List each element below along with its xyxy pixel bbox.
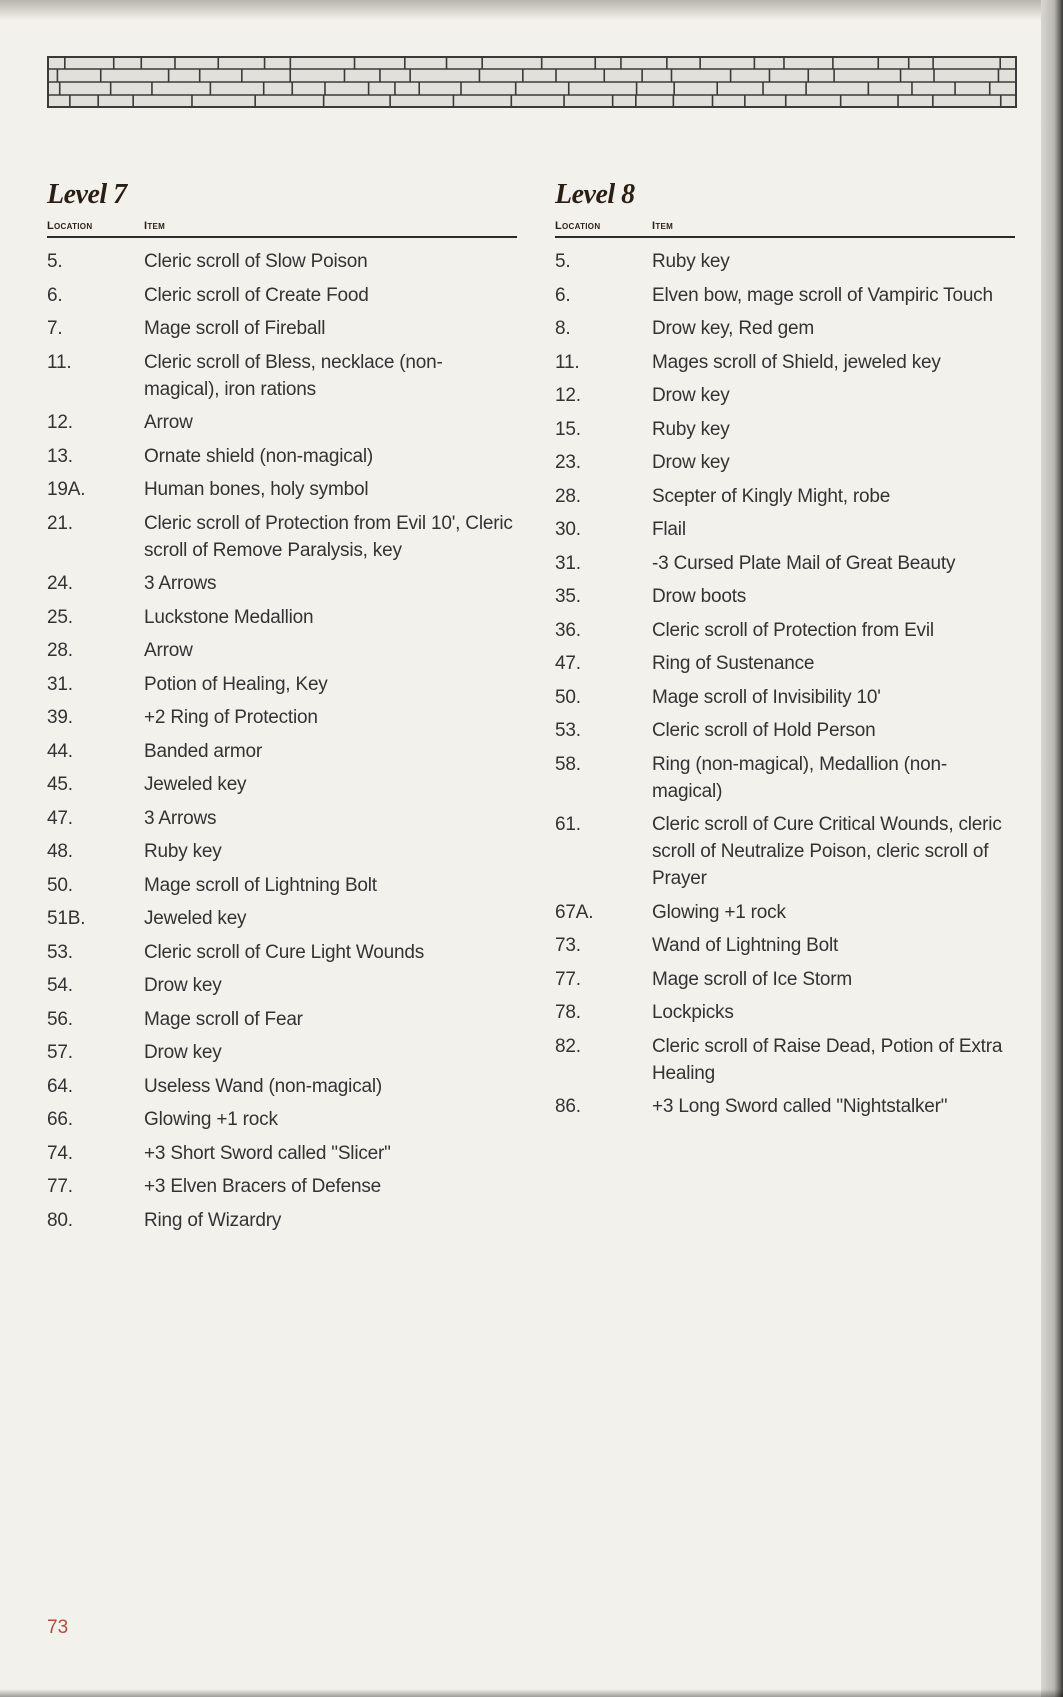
- page-top-shadow: [0, 0, 1063, 20]
- item-cell: Glowing +1 rock: [144, 1109, 278, 1130]
- location-cell: 77.: [47, 1176, 73, 1197]
- table-row: [47, 443, 517, 470]
- level-7-title: Level 7: [47, 179, 127, 210]
- location-cell: 21.: [47, 512, 73, 534]
- item-cell: Arrow: [144, 640, 193, 661]
- item-cell: Ring of Sustenance: [652, 653, 815, 674]
- item-cell: Cleric scroll of Protection from Evil 10', Cleric scroll of Remove Paralysis, key: [144, 512, 513, 561]
- item-cell: Mage scroll of Fireball: [144, 318, 326, 339]
- location-cell: 50.: [555, 686, 581, 708]
- item-cell: Drow key: [144, 975, 222, 996]
- item-cell: Drow boots: [652, 586, 747, 607]
- table-row: [555, 684, 1015, 711]
- location-cell: 48.: [47, 841, 73, 862]
- page-number: 73: [47, 1617, 69, 1638]
- location-cell: 74.: [47, 1142, 73, 1164]
- item-cell: +3 Long Sword called "Nightstalker": [652, 1096, 948, 1117]
- table-row: [47, 1073, 517, 1100]
- location-cell: 64.: [47, 1075, 73, 1097]
- table-row: [555, 1033, 1015, 1087]
- location-cell: 31.: [555, 552, 581, 574]
- table-row: [47, 1006, 517, 1033]
- item-cell: Ring of Wizardry: [144, 1209, 282, 1231]
- table-row: [47, 282, 517, 309]
- item-cell: Drow key, Red gem: [652, 318, 815, 339]
- table-row: [47, 604, 517, 631]
- item-header: Item: [652, 220, 674, 232]
- table-row: [47, 315, 517, 342]
- table-row: [555, 811, 1015, 892]
- item-cell: Cleric scroll of Slow Poison: [144, 251, 368, 272]
- location-cell: 80.: [47, 1209, 73, 1231]
- table-row: [555, 349, 1015, 376]
- location-cell: 11.: [555, 351, 580, 373]
- item-cell: Useless Wand (non-magical): [144, 1075, 383, 1097]
- location-cell: 86.: [555, 1096, 581, 1117]
- location-cell: 25.: [47, 606, 73, 628]
- table-row: [555, 932, 1015, 959]
- location-cell: 36.: [555, 619, 581, 641]
- table-row: [555, 382, 1015, 409]
- location-cell: 5.: [47, 251, 63, 272]
- table-row: [555, 416, 1015, 443]
- item-cell: Ruby key: [652, 418, 730, 440]
- location-cell: 13.: [47, 445, 73, 467]
- item-cell: Mages scroll of Shield, jeweled key: [652, 351, 941, 373]
- item-cell: Luckstone Medallion: [144, 606, 314, 628]
- item-cell: Cleric scroll of Cure Critical Wounds, cleric scroll of Neutralize Poison, cleric scroll of Prayer: [652, 814, 1002, 889]
- table-row: [47, 738, 517, 765]
- level-8-item-list: [555, 248, 1015, 1120]
- table-row: [47, 570, 517, 597]
- location-cell: 28.: [47, 640, 73, 661]
- location-cell: 77.: [555, 968, 581, 990]
- location-cell: 57.: [47, 1042, 73, 1063]
- table-row: [47, 1207, 517, 1234]
- level-7-item-list: [47, 248, 517, 1234]
- table-row: [47, 248, 517, 275]
- table-row: [47, 771, 517, 798]
- table-row: [555, 717, 1015, 744]
- location-cell: 58.: [555, 753, 581, 775]
- table-row: [555, 583, 1015, 610]
- item-cell: Scepter of Kingly Might, robe: [652, 485, 891, 507]
- table-row: [47, 510, 517, 564]
- table-row: [555, 248, 1015, 275]
- location-cell: 30.: [555, 519, 581, 540]
- item-cell: Mage scroll of Invisibility 10': [652, 686, 881, 708]
- item-cell: Potion of Healing, Key: [144, 673, 328, 695]
- location-cell: 53.: [47, 941, 73, 963]
- table-row: [47, 972, 517, 999]
- level-8-table-header: [555, 216, 1015, 238]
- location-cell: 7.: [47, 318, 63, 339]
- level-8-section: [555, 178, 1015, 1127]
- item-cell: Wand of Lightning Bolt: [652, 935, 839, 956]
- table-row: [555, 966, 1015, 993]
- item-cell: +3 Short Sword called "Slicer": [144, 1142, 391, 1164]
- location-cell: 47.: [47, 807, 73, 829]
- item-cell: Ring (non-magical), Medallion (non-magical): [652, 753, 948, 802]
- table-row: [555, 999, 1015, 1026]
- item-cell: Jeweled key: [144, 908, 247, 929]
- table-row: [555, 483, 1015, 510]
- location-cell: 6.: [47, 284, 63, 306]
- item-cell: Cleric scroll of Protection from Evil: [652, 619, 934, 641]
- location-cell: 11.: [47, 351, 72, 373]
- table-row: [47, 671, 517, 698]
- item-cell: Mage scroll of Ice Storm: [652, 968, 853, 990]
- table-row: [555, 899, 1015, 926]
- item-cell: Cleric scroll of Raise Dead, Potion of Extra Healing: [652, 1035, 1003, 1084]
- location-cell: 66.: [47, 1109, 73, 1130]
- location-cell: 67A.: [555, 901, 594, 923]
- item-cell: Arrow: [144, 412, 193, 433]
- table-row: [555, 617, 1015, 644]
- item-cell: Cleric scroll of Create Food: [144, 284, 369, 306]
- item-cell: Cleric scroll of Cure Light Wounds: [144, 941, 425, 963]
- location-cell: 47.: [555, 653, 581, 674]
- brick-border-decoration: [47, 56, 1017, 108]
- location-cell: 44.: [47, 740, 73, 762]
- item-cell: -3 Cursed Plate Mail of Great Beauty: [652, 552, 956, 574]
- item-cell: Drow key: [652, 385, 730, 406]
- level-7-section: [47, 178, 517, 1240]
- level-7-table-header: [47, 216, 517, 238]
- location-cell: 12.: [47, 412, 73, 433]
- item-cell: Banded armor: [144, 740, 263, 762]
- location-cell: 39.: [47, 707, 73, 728]
- location-cell: 19A.: [47, 479, 86, 500]
- item-cell: Ornate shield (non-magical): [144, 445, 374, 467]
- location-cell: 12.: [555, 385, 581, 406]
- location-cell: 23.: [555, 452, 581, 473]
- item-cell: +3 Elven Bracers of Defense: [144, 1176, 381, 1197]
- table-row: [47, 476, 517, 503]
- location-cell: 53.: [555, 720, 581, 741]
- item-cell: 3 Arrows: [144, 573, 217, 594]
- location-cell: 56.: [47, 1008, 73, 1030]
- table-row: [47, 409, 517, 436]
- table-row: [555, 315, 1015, 342]
- table-row: [47, 838, 517, 865]
- location-cell: 61.: [555, 814, 581, 835]
- item-cell: Cleric scroll of Hold Person: [652, 720, 876, 741]
- location-cell: 78.: [555, 1002, 581, 1023]
- table-row: [47, 637, 517, 664]
- table-row: [555, 449, 1015, 476]
- item-cell: Flail: [652, 519, 686, 540]
- item-cell: Mage scroll of Lightning Bolt: [144, 874, 377, 896]
- item-cell: Human bones, holy symbol: [144, 479, 369, 500]
- location-cell: 51B.: [47, 908, 86, 929]
- table-row: [555, 516, 1015, 543]
- location-cell: 54.: [47, 975, 73, 996]
- location-cell: 6.: [555, 284, 571, 306]
- table-row: [555, 1093, 1015, 1120]
- table-row: [47, 349, 517, 403]
- item-cell: 3 Arrows: [144, 807, 217, 829]
- table-row: [555, 282, 1015, 309]
- table-row: [555, 550, 1015, 577]
- item-cell: Drow key: [652, 452, 730, 473]
- table-row: [47, 1140, 517, 1167]
- item-cell: Ruby key: [652, 251, 730, 272]
- page-edge-shadow: [1041, 0, 1063, 1697]
- location-cell: 50.: [47, 874, 73, 896]
- location-header: Location: [555, 220, 601, 232]
- table-row: [47, 1106, 517, 1133]
- location-cell: 28.: [555, 485, 581, 507]
- item-header: Item: [144, 220, 166, 232]
- location-cell: 5.: [555, 251, 571, 272]
- table-row: [47, 805, 517, 832]
- item-cell: Jeweled key: [144, 774, 247, 795]
- page-bottom-shadow: [0, 1689, 1063, 1697]
- location-header: Location: [47, 220, 93, 232]
- location-cell: 8.: [555, 318, 571, 339]
- table-row: [47, 905, 517, 932]
- location-cell: 73.: [555, 935, 581, 956]
- table-row: [555, 751, 1015, 805]
- location-cell: 45.: [47, 774, 73, 795]
- table-row: [47, 1039, 517, 1066]
- location-cell: 31.: [47, 673, 73, 695]
- item-cell: Lockpicks: [652, 1002, 734, 1023]
- item-cell: Cleric scroll of Bless, necklace (non-magical), iron rations: [144, 351, 443, 400]
- location-cell: 82.: [555, 1035, 581, 1057]
- table-row: [47, 1173, 517, 1200]
- location-cell: 15.: [555, 418, 581, 440]
- item-cell: +2 Ring of Protection: [144, 707, 318, 728]
- item-cell: Drow key: [144, 1042, 222, 1063]
- item-cell: Ruby key: [144, 841, 222, 862]
- location-cell: 24.: [47, 573, 73, 594]
- item-cell: Glowing +1 rock: [652, 901, 786, 923]
- item-cell: Mage scroll of Fear: [144, 1008, 303, 1030]
- location-cell: 35.: [555, 586, 581, 607]
- item-cell: Elven bow, mage scroll of Vampiric Touch: [652, 284, 993, 306]
- level-8-title: Level 8: [555, 179, 635, 210]
- table-row: [47, 704, 517, 731]
- table-row: [47, 872, 517, 899]
- table-row: [47, 939, 517, 966]
- table-row: [555, 650, 1015, 677]
